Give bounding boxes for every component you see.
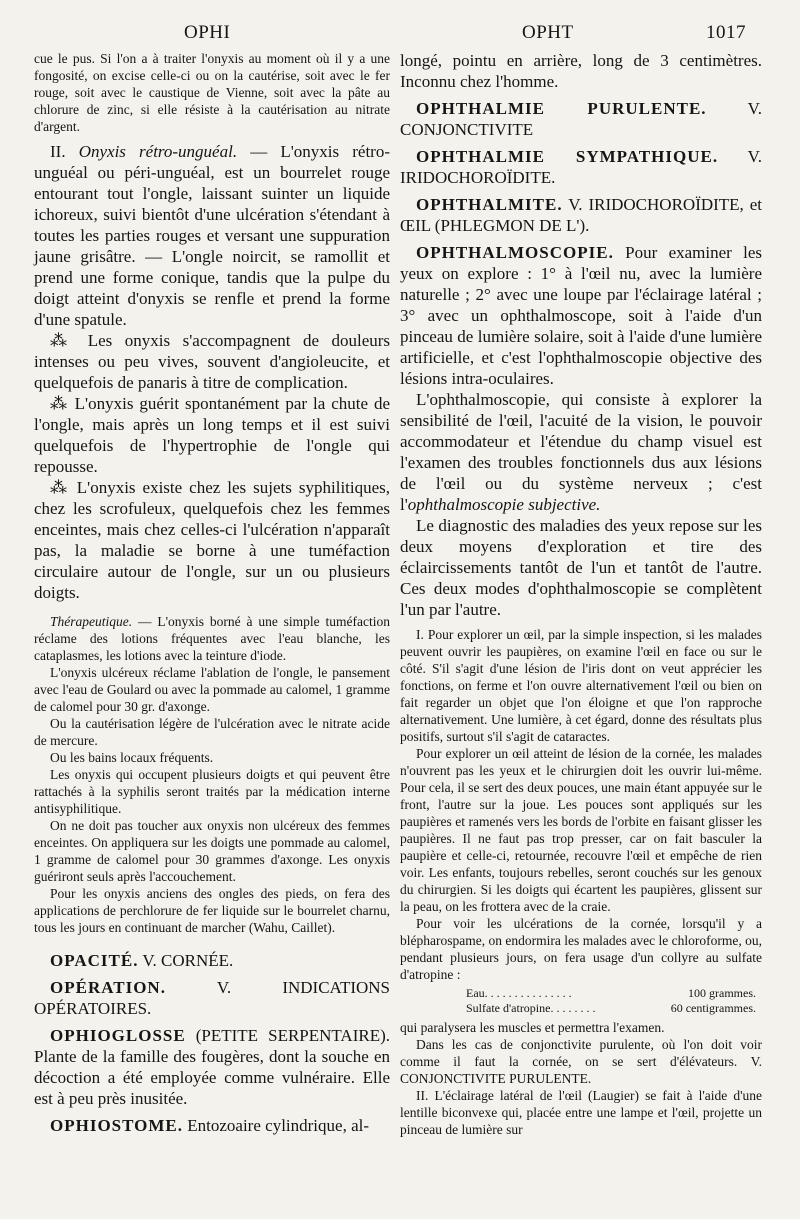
- right-column: [400, 50, 762, 1138]
- section-number: II.: [50, 142, 66, 161]
- paragraph: Les onyxis qui occupent plusieurs doigts et qui peuvent être rattachés à la syphilis seront traités par la médication interne antisyphilitique.: [34, 767, 390, 816]
- paragraph: Pour voir les ulcérations de la cornée, lorsqu'il y a blépharospame, on endormira les malades avec le chloroforme, ou, pendant plusieurs jours, on fera usage d'un collyre au sulfate d'atropine :: [400, 916, 762, 982]
- paragraph: Le diagnostic des maladies des yeux repose sur les deux moyens d'exploration et tire des éclaircissements tantôt de l'un et tantôt de l'autre. Ces deux modes d'ophthalmoscopie se complètent l'un par l'autre.: [400, 516, 762, 619]
- dictionary-entry: OPHTHALMIE SYMPATHIQUE. V. IRIDOCHOROÏDITE.: [400, 147, 762, 187]
- entry-headword: OPÉRATION.: [50, 978, 166, 997]
- paragraph: II. Onyxis rétro-unguéal. — L'onyxis rétro-unguéal ou péri-unguéal, est un bourrelet rouge entourant tout l'ongle, laissant suinter un liquide ichoreux, suivi bientôt d'une ulcération s'étendant à toutes les parties rouges et versant une suppuration jaune grisâtre. — L'ongle noircit, se ramollit et prend une forme conique, tandis que la pulpe du doigt atteint d'onyxis se renfle et prend la forme d'une spatule.: [34, 142, 391, 329]
- italic-term: ophthalmoscopie subjective.: [407, 495, 601, 514]
- dictionary-entry: OPHTHALMOSCOPIE. Pour examiner les yeux on explore : 1° à l'œil nu, avec la lumière naturelle ; 2° avec une loupe par l'éclairage latéral ; 3° avec un ophthalmoscope, soit à l'aide d'un pinceau de lumière solaire, soit à l'aide d'une lumière artificielle, et c'est l'ophthalmoscopie objective des lésions intra-oculaires.: [400, 243, 762, 388]
- paragraph: I. Pour explorer un œil, par la simple inspection, si les malades peuvent ouvrir les paupières, on examine l'œil en face ou sur le côté. S'il s'agit d'une lésion de l'iris dont on veut apprécier les fonctions, on ferme et l'on ouvre alternativement l'œil ou bien on fait regarder un objet que l'on éloigne et que l'on rapproche alternativement. Une lumière, à cet égard, donne des résultats plus positifs, surtout s'il s'agit de cataractes.: [400, 627, 762, 744]
- asterism-mark: ⁂: [50, 394, 69, 413]
- entry-headword: OPHTHALMIE PURULENTE.: [416, 99, 707, 118]
- dictionary-entry: OPHIOGLOSSE (PETITE SERPENTAIRE). Plante de la famille des fougères, dont la souche en décoction a été employée comme vulnéraire. Elle est à peu près inusitée.: [34, 1026, 390, 1108]
- asterism-mark: ⁂: [50, 331, 76, 350]
- dictionary-entry: OPHIOSTOME. Entozoaire cylindrique, al-: [50, 1116, 369, 1135]
- paragraph: ⁂ L'onyxis guérit spontanément par la chute de l'ongle, mais après un long temps et il est suivi quelquefois de l'hypertrophie de l'ongle qui repousse.: [34, 394, 391, 476]
- asterism-mark: ⁂: [50, 478, 70, 497]
- dictionary-entry: OPACITÉ. V. CORNÉE.: [50, 951, 234, 970]
- prescription-table: [466, 986, 756, 1016]
- paragraph: ⁂ L'onyxis existe chez les sujets syphilitiques, chez les scrofuleux, quelquefois chez les femmes enceintes, mais chez celles-ci l'ulcération n'apparaît pas, la maladie se borne à une tuméfaction circulaire autour de l'ongle, sur un ou plusieurs doigts.: [34, 478, 391, 602]
- paragraph: qui paralysera les muscles et permettra l'examen.: [400, 1020, 665, 1035]
- dictionary-entry: OPÉRATION. V. INDICATIONS OPÉRATOIRES.: [34, 978, 390, 1018]
- paragraph: cue le pus. Si l'on a à traiter l'onyxis au moment où il y a une fongosité, on excise celle-ci ou on la cautérise, soit avec le fer rouge, soit avec le caustique de Vienne, soit avec la pâte au chlorure de zinc, si elle résiste à la cautérisation au nitrate d'argent.: [34, 51, 390, 134]
- paragraph: Pour explorer un œil atteint de lésion de la cornée, les malades n'ouvrent pas les yeux et le chirurgien doit les ouvrir lui-même. Pour cela, il se sert des deux pouces, une main étant appuyée sur le front, l'autre sur la joue. Les pouces sont appliqués sur les paupières et ramenés vers les bords de l'orbite en faisant glisser les paupières. Il ne faut pas trop presser, car on fait basculer la paupière et celle-ci, retournée, recouvre l'œil et empêche de rien voir. Les enfants, toujours rebelles, seront couchés sur les genoux du chirurgien. Si les doigts qui écartent les paupières, glissent sur la peau, on les frottera avec de la craie.: [400, 746, 762, 914]
- header-left-word: OPHI: [184, 22, 231, 43]
- paragraph: Thérapeutique. — L'onyxis borné à une simple tuméfaction réclame des lotions fréquentes avec l'eau blanche, les cataplasmes, les lotions avec la teinture d'iode.: [34, 614, 390, 663]
- entry-headword: OPACITÉ.: [50, 951, 139, 970]
- entry-headword: OPHIOSTOME.: [50, 1116, 184, 1135]
- entry-headword: OPHTHALMOSCOPIE.: [416, 243, 614, 262]
- paragraph: Dans les cas de conjonctivite purulente, où l'on doit voir comme il faut la cornée, on se sert d'élévateurs. V. CONJONCTIVITE PURULENTE.: [400, 1037, 762, 1086]
- paragraph: Ou la cautérisation légère de l'ulcération avec le nitrate acide de mercure.: [34, 716, 390, 748]
- paragraph: longé, pointu en arrière, long de 3 centimètres. Inconnu chez l'homme.: [400, 51, 762, 91]
- dictionary-entry: OPHTHALMIE PURULENTE. V. CONJONCTIVITE: [400, 99, 762, 139]
- paragraph: II. L'éclairage latéral de l'œil (Laugier) se fait à l'aide d'une lentille biconvexe qui, placée entre une lampe et l'œil, projette un pinceau de lumière sur: [400, 1088, 762, 1137]
- paragraph: L'onyxis ulcéreux réclame l'ablation de l'ongle, le pansement avec l'eau de Goulard ou avec la pommade au calomel, 1 gramme de calomel pour 30 gr. d'axonge.: [34, 665, 390, 714]
- prescription-row: Eau. . . . . . . . . . . . . . . 100 grammes.: [466, 986, 756, 1000]
- left-column: [34, 50, 390, 1136]
- entry-headword: OPHTHALMIE SYMPATHIQUE.: [416, 147, 719, 166]
- dictionary-entry: OPHTHALMITE. V. IRIDOCHOROÏDITE, et ŒIL (PHLEGMON DE L').: [400, 195, 762, 235]
- prescription-row: Sulfate d'atropine. . . . . . . . 60 centigrammes.: [466, 1001, 756, 1015]
- section-title: Onyxis rétro-unguéal.: [78, 142, 238, 161]
- entry-headword: OPHIOGLOSSE: [50, 1026, 186, 1045]
- entry-headword: OPHTHALMITE.: [416, 195, 563, 214]
- paragraph: On ne doit pas toucher aux onyxis non ulcéreux des femmes enceintes. On appliquera sur les doigts une pommade au calomel, 1 gramme de calomel pour 30 grammes d'axonge. Les onyxis guériront seuls après l'accouchement.: [34, 818, 390, 884]
- running-header: [0, 22, 800, 52]
- paragraph: ⁂ Les onyxis s'accompagnent de douleurs intenses ou peu vives, souvent d'angioleucite, et quelquefois de panaris à titre de complication.: [34, 331, 391, 392]
- paragraph: L'ophthalmoscopie, qui consiste à explorer la sensibilité de l'œil, l'acuité de la vision, le pouvoir accommodateur et l'étendue du champ visuel est l'examen des troubles fonctionnels dus aux lésions de l'œil ou du système nerveux ; c'est l'ophthalmoscopie subjective.: [400, 390, 762, 514]
- page-number: 1017: [706, 22, 746, 43]
- therapy-label: Thérapeutique.: [50, 614, 133, 629]
- paragraph: Ou les bains locaux fréquents.: [50, 750, 214, 765]
- header-right-word: OPHT: [522, 22, 574, 43]
- paragraph: Pour les onyxis anciens des ongles des pieds, on fera des applications de perchlorure de fer liquide sur le bourrelet charnu, tous les jours en continuant de marcher (Wahu, Caillet).: [34, 886, 390, 935]
